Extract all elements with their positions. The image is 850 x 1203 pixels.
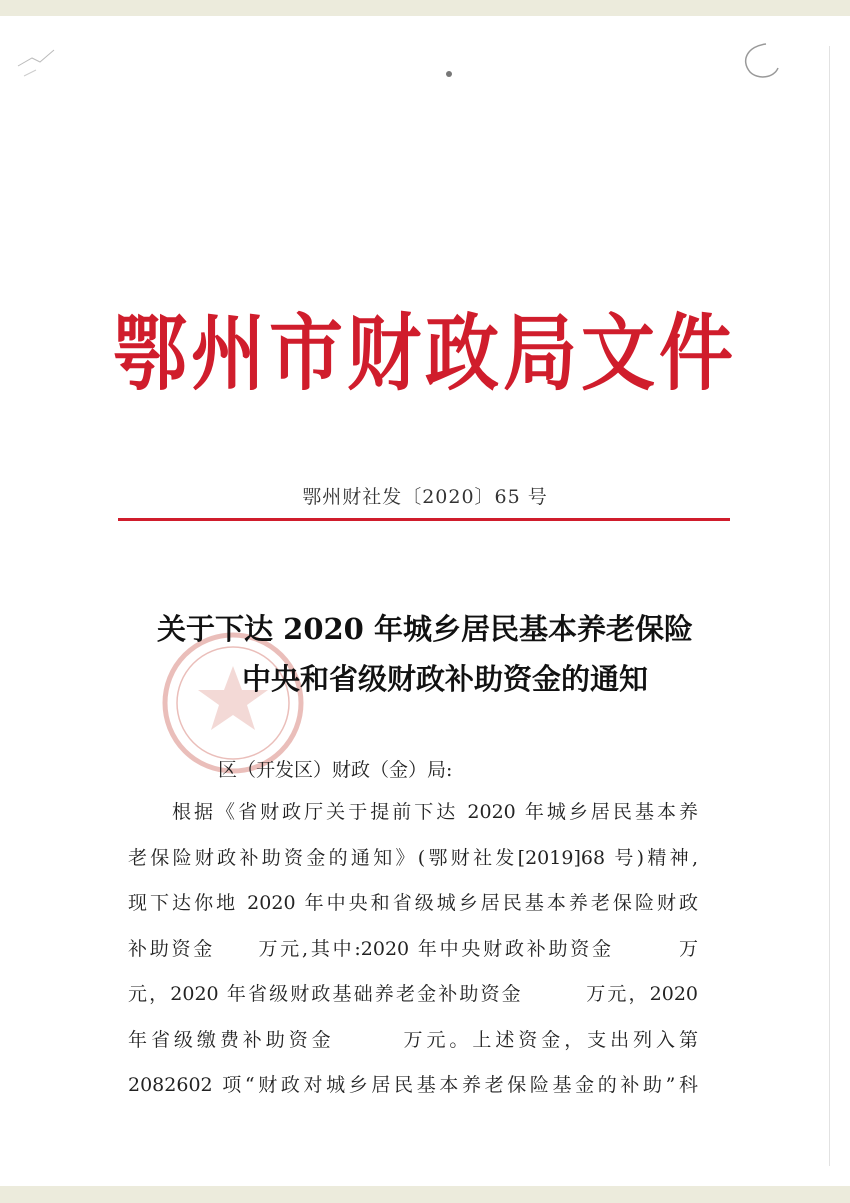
notice-title-line2: 中央和省级财政补助资金的通知	[241, 662, 648, 696]
salutation: 区（开发区）财政（金）局:	[218, 759, 453, 781]
document-number: 鄂州财社发〔2020〕65 号	[302, 486, 548, 508]
body-line: 2082602 项“财政对城乡居民基本养老保险基金的补助”科	[128, 1074, 698, 1096]
body-line: 元，2020 年省级财政基础养老金补助资金 万元，2020	[128, 983, 698, 1005]
notice-title	[0, 604, 850, 704]
body-line: 补助资金 万元,其中:2020 年中央财政补助资金 万	[128, 937, 698, 960]
issuer-header-title: 鄂州市财政局文件	[113, 305, 737, 403]
scan-scribble	[736, 38, 786, 88]
body-line: 现下达你地 2020 年中央和省级城乡居民基本养老保险财政	[128, 892, 698, 914]
notice-title-line1: 关于下达 2020 年城乡居民基本养老保险	[157, 612, 693, 646]
body-line: 老保险财政补助资金的通知》(鄂财社发[2019]68 号)精神,	[128, 846, 698, 869]
scan-speck	[446, 71, 452, 77]
body-line: 年省级缴费补助资金 万元。上述资金，支出列入第	[128, 1028, 698, 1051]
scan-marks	[14, 36, 74, 86]
notice-body	[128, 750, 698, 1109]
red-divider-line	[118, 518, 730, 521]
body-line: 根据《省财政厅关于提前下达 2020 年城乡居民基本养	[172, 801, 698, 823]
document-page	[0, 16, 850, 1186]
